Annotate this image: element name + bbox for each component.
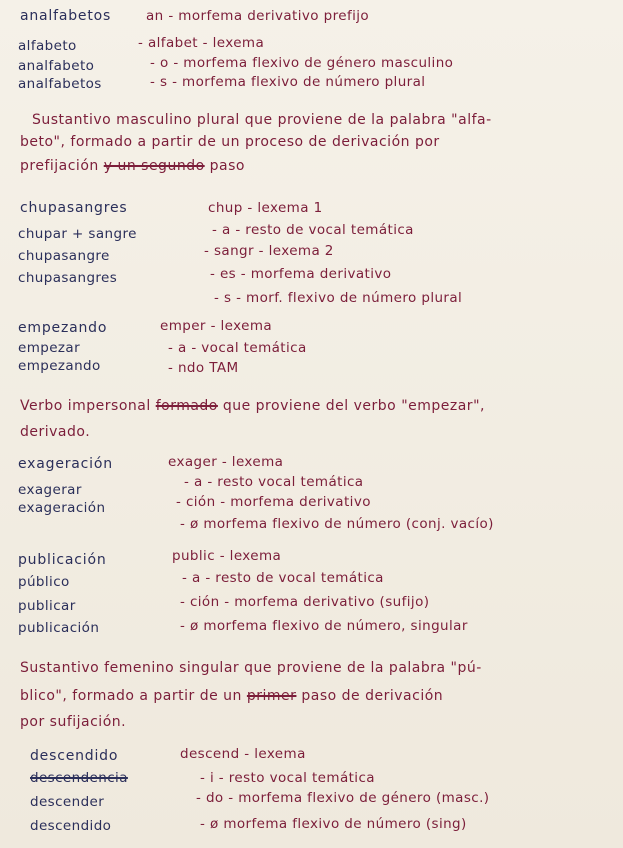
headword-analysis: an - morfema derivativo prefijo — [146, 8, 370, 24]
analysis: - sangr - lexema 2 — [204, 243, 334, 259]
analysis: - es - morfema derivativo — [210, 266, 392, 282]
word: público — [18, 574, 70, 590]
headword-analysis: exager - lexema — [168, 454, 284, 470]
analysis: - ción - morfema derivativo — [176, 494, 371, 510]
analysis: - ción - morfema derivativo (sufijo) — [180, 594, 430, 610]
analysis: - a - resto de vocal temática — [182, 570, 384, 586]
paragraph-text: prefijación — [20, 158, 99, 174]
struck-text: primer — [246, 688, 297, 704]
word: chupar + sangre — [18, 226, 137, 242]
paragraph-text: impersonal — [67, 398, 151, 414]
headword-publicacion: publicación — [18, 552, 107, 568]
headword-analfabetos: analfabetos — [20, 8, 112, 24]
analysis: - a - resto vocal temática — [184, 474, 364, 490]
analysis: emper - lexema — [160, 318, 273, 334]
paragraph-text: Verbo — [20, 398, 63, 414]
paragraph-line: Sustantivo femenino singular que proviene de la palabra "pú- — [20, 660, 482, 676]
word: chupasangres — [18, 270, 118, 286]
analysis: - s - morfema flexivo de número plural — [150, 74, 426, 90]
analysis: - o - morfema flexivo de género masculino — [150, 55, 454, 71]
word: empezando — [18, 358, 101, 374]
word: analfabeto — [18, 58, 95, 74]
word: publicación — [18, 620, 100, 636]
paragraph-text: paso — [209, 158, 245, 174]
word: empezar — [18, 340, 81, 356]
paragraph-text: paso de derivación — [301, 688, 444, 704]
paragraph-line: por sufijación. — [20, 714, 127, 730]
word: analfabetos — [18, 76, 102, 92]
paragraph-line — [20, 688, 443, 704]
paragraph-line: Sustantivo masculino plural que proviene de la palabra "alfa- — [32, 112, 492, 128]
analysis: - do - morfema flexivo de género (masc.) — [196, 790, 490, 806]
analysis: - ndo TAM — [168, 360, 239, 376]
word: chupasangre — [18, 248, 110, 264]
analysis: chup - lexema 1 — [208, 200, 323, 216]
paragraph-text: que proviene del verbo "empezar", — [222, 398, 485, 414]
word: exagerar — [18, 482, 82, 498]
analysis: - a - vocal temática — [168, 340, 307, 356]
headword-empezando: empezando — [18, 320, 108, 336]
paragraph-line — [20, 398, 485, 414]
struck-text: y un segundo — [103, 158, 205, 174]
word: publicar — [18, 598, 76, 614]
struck-text: formado — [155, 398, 218, 414]
analysis: - ø morfema flexivo de número (conj. vacío) — [180, 516, 494, 532]
paragraph-text: blico", formado a partir de un — [20, 688, 242, 704]
word-struck: descendencia — [30, 770, 128, 786]
analysis: - i - resto vocal temática — [200, 770, 375, 786]
analysis: - alfabet - lexema — [138, 35, 265, 51]
headword-analysis: descend - lexema — [180, 746, 306, 762]
word: descendido — [30, 818, 112, 834]
paragraph-line: derivado. — [20, 424, 91, 440]
headword-chupasangres: chupasangres — [20, 200, 128, 216]
analysis: - a - resto de vocal temática — [212, 222, 414, 238]
paragraph-line: beto", formado a partir de un proceso de derivación por — [20, 134, 440, 150]
headword-exageracion: exageración — [18, 456, 113, 472]
analysis: - ø morfema flexivo de número (sing) — [200, 816, 467, 832]
word: exageración — [18, 500, 106, 516]
word: descender — [30, 794, 105, 810]
paragraph-line — [20, 158, 245, 174]
analysis: - s - morf. flexivo de número plural — [214, 290, 463, 306]
analysis: - ø morfema flexivo de número, singular — [180, 618, 468, 634]
headword-descendido: descendido — [30, 748, 119, 764]
headword-analysis: public - lexema — [172, 548, 282, 564]
word: alfabeto — [18, 38, 77, 54]
